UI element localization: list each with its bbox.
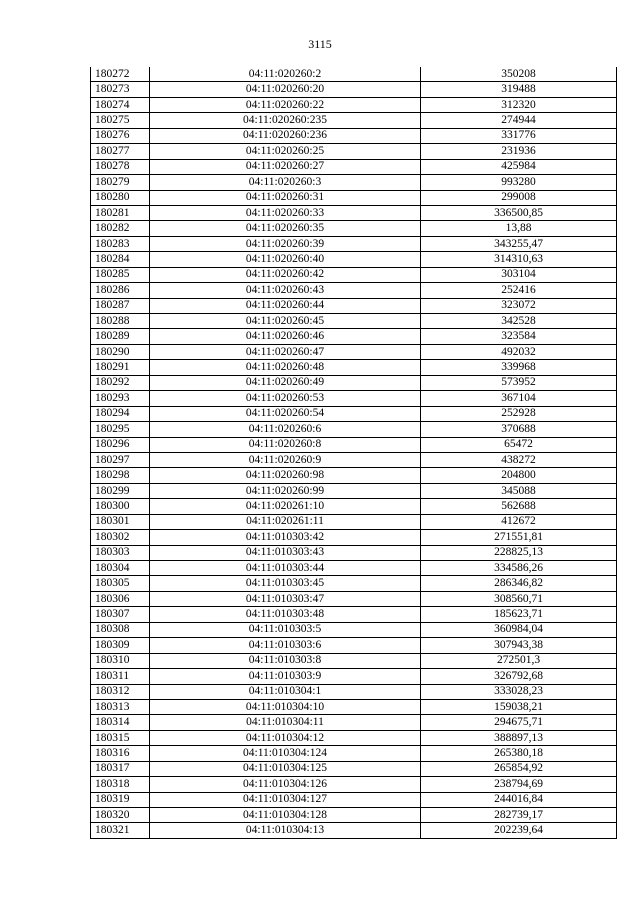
value-cell: 265380,18: [421, 746, 617, 761]
row-number-cell: 180276: [91, 128, 150, 143]
table-row: [91, 82, 617, 97]
value-cell: 326792,68: [421, 669, 617, 684]
cadastral-number-cell: 04:11:020260:22: [150, 97, 421, 112]
cadastral-number-cell: 04:11:020260:42: [150, 267, 421, 282]
table-row: [91, 236, 617, 251]
table-row: [91, 823, 617, 838]
row-number-cell: 180288: [91, 314, 150, 329]
value-cell: 388897,13: [421, 730, 617, 745]
cadastral-number-cell: 04:11:020260:47: [150, 344, 421, 359]
value-cell: 339968: [421, 360, 617, 375]
cadastral-number-cell: 04:11:020260:44: [150, 298, 421, 313]
cadastral-number-cell: 04:11:020260:236: [150, 128, 421, 143]
row-number-cell: 180306: [91, 591, 150, 606]
cadastral-number-cell: 04:11:020260:20: [150, 82, 421, 97]
row-number-cell: 180321: [91, 823, 150, 838]
cadastral-number-cell: 04:11:010304:1: [150, 684, 421, 699]
table-row: [91, 375, 617, 390]
value-cell: 238794,69: [421, 777, 617, 792]
cadastral-number-cell: 04:11:020260:54: [150, 406, 421, 421]
cadastral-number-cell: 04:11:020261:10: [150, 499, 421, 514]
table-row: [91, 252, 617, 267]
table-row: [91, 205, 617, 220]
row-number-cell: 180294: [91, 406, 150, 421]
table-row: [91, 530, 617, 545]
page-number: 3115: [308, 37, 332, 51]
value-cell: 231936: [421, 144, 617, 159]
cadastral-number-cell: 04:11:010304:125: [150, 761, 421, 776]
value-cell: 312320: [421, 97, 617, 112]
table-row: [91, 298, 617, 313]
table-row: [91, 699, 617, 714]
cadastral-number-cell: 04:11:010303:47: [150, 591, 421, 606]
table-row: [91, 746, 617, 761]
row-number-cell: 180314: [91, 715, 150, 730]
value-cell: 412672: [421, 514, 617, 529]
cadastral-number-cell: 04:11:020260:8: [150, 437, 421, 452]
cadastral-number-cell: 04:11:010303:6: [150, 638, 421, 653]
value-cell: 360984,04: [421, 622, 617, 637]
value-cell: 308560,71: [421, 591, 617, 606]
cadastral-number-cell: 04:11:010304:13: [150, 823, 421, 838]
row-number-cell: 180293: [91, 391, 150, 406]
row-number-cell: 180303: [91, 545, 150, 560]
value-cell: 265854,92: [421, 761, 617, 776]
table-row: [91, 545, 617, 560]
value-cell: 271551,81: [421, 530, 617, 545]
row-number-cell: 180282: [91, 221, 150, 236]
row-number-cell: 180304: [91, 561, 150, 576]
table-row: [91, 267, 617, 282]
row-number-cell: 180311: [91, 669, 150, 684]
cadastral-number-cell: 04:11:020260:99: [150, 483, 421, 498]
value-cell: 323072: [421, 298, 617, 313]
table-row: [91, 591, 617, 606]
value-cell: 272501,3: [421, 653, 617, 668]
table-row: [91, 314, 617, 329]
value-cell: 307943,38: [421, 638, 617, 653]
cadastral-number-cell: 04:11:010304:12: [150, 730, 421, 745]
row-number-cell: 180305: [91, 576, 150, 591]
row-number-cell: 180320: [91, 808, 150, 823]
value-cell: 425984: [421, 159, 617, 174]
value-cell: 573952: [421, 375, 617, 390]
row-number-cell: 180301: [91, 514, 150, 529]
value-cell: 993280: [421, 175, 617, 190]
row-number-cell: 180289: [91, 329, 150, 344]
value-cell: 314310,63: [421, 252, 617, 267]
row-number-cell: 180310: [91, 653, 150, 668]
cadastral-number-cell: 04:11:020260:53: [150, 391, 421, 406]
table-row: [91, 452, 617, 467]
row-number-cell: 180292: [91, 375, 150, 390]
cadastral-number-cell: 04:11:010303:44: [150, 561, 421, 576]
value-cell: 343255,47: [421, 236, 617, 251]
row-number-cell: 180302: [91, 530, 150, 545]
value-cell: 336500,85: [421, 205, 617, 220]
value-cell: 252928: [421, 406, 617, 421]
row-number-cell: 180318: [91, 777, 150, 792]
table-row: [91, 391, 617, 406]
row-number-cell: 180284: [91, 252, 150, 267]
cadastral-number-cell: 04:11:020260:27: [150, 159, 421, 174]
table-row: [91, 468, 617, 483]
table-row: [91, 777, 617, 792]
table-row: [91, 561, 617, 576]
row-number-cell: 180281: [91, 205, 150, 220]
row-number-cell: 180299: [91, 483, 150, 498]
cadastral-number-cell: 04:11:020260:235: [150, 113, 421, 128]
cadastral-number-cell: 04:11:010303:43: [150, 545, 421, 560]
row-number-cell: 180296: [91, 437, 150, 452]
cadastral-number-cell: 04:11:020260:25: [150, 144, 421, 159]
row-number-cell: 180283: [91, 236, 150, 251]
table-row: [91, 360, 617, 375]
row-number-cell: 180319: [91, 792, 150, 807]
table-row: [91, 792, 617, 807]
cadastral-number-cell: 04:11:010303:42: [150, 530, 421, 545]
row-number-cell: 180316: [91, 746, 150, 761]
value-cell: 342528: [421, 314, 617, 329]
table-row: [91, 175, 617, 190]
row-number-cell: 180297: [91, 452, 150, 467]
row-number-cell: 180309: [91, 638, 150, 653]
cadastral-number-cell: 04:11:020260:46: [150, 329, 421, 344]
value-cell: 294675,71: [421, 715, 617, 730]
row-number-cell: 180313: [91, 699, 150, 714]
value-cell: 228825,13: [421, 545, 617, 560]
table-row: [91, 422, 617, 437]
row-number-cell: 180279: [91, 175, 150, 190]
table-row: [91, 67, 617, 82]
table-row: [91, 437, 617, 452]
table-row: [91, 283, 617, 298]
row-number-cell: 180300: [91, 499, 150, 514]
table-row: [91, 190, 617, 205]
value-cell: 345088: [421, 483, 617, 498]
cadastral-number-cell: 04:11:020260:39: [150, 236, 421, 251]
table-row: [91, 483, 617, 498]
value-cell: 333028,23: [421, 684, 617, 699]
value-cell: 438272: [421, 452, 617, 467]
table-row: [91, 808, 617, 823]
cadastral-number-cell: 04:11:010304:126: [150, 777, 421, 792]
cadastral-number-cell: 04:11:020260:6: [150, 422, 421, 437]
value-cell: 370688: [421, 422, 617, 437]
table-row: [91, 653, 617, 668]
cadastral-number-cell: 04:11:020260:3: [150, 175, 421, 190]
row-number-cell: 180307: [91, 607, 150, 622]
value-cell: 492032: [421, 344, 617, 359]
value-cell: 350208: [421, 67, 617, 82]
value-cell: 319488: [421, 82, 617, 97]
row-number-cell: 180312: [91, 684, 150, 699]
row-number-cell: 180315: [91, 730, 150, 745]
value-cell: 13,88: [421, 221, 617, 236]
registry-table: [90, 67, 617, 839]
cadastral-number-cell: 04:11:020260:49: [150, 375, 421, 390]
cadastral-number-cell: 04:11:010303:45: [150, 576, 421, 591]
cadastral-number-cell: 04:11:010304:124: [150, 746, 421, 761]
row-number-cell: 180298: [91, 468, 150, 483]
value-cell: 159038,21: [421, 699, 617, 714]
table-row: [91, 144, 617, 159]
value-cell: 185623,71: [421, 607, 617, 622]
row-number-cell: 180290: [91, 344, 150, 359]
cadastral-number-cell: 04:11:020260:45: [150, 314, 421, 329]
value-cell: 303104: [421, 267, 617, 282]
cadastral-number-cell: 04:11:010303:9: [150, 669, 421, 684]
value-cell: 252416: [421, 283, 617, 298]
row-number-cell: 180274: [91, 97, 150, 112]
table-row: [91, 715, 617, 730]
row-number-cell: 180287: [91, 298, 150, 313]
cadastral-number-cell: 04:11:020260:33: [150, 205, 421, 220]
table-row: [91, 221, 617, 236]
table-row: [91, 113, 617, 128]
cadastral-number-cell: 04:11:020260:40: [150, 252, 421, 267]
table-row: [91, 607, 617, 622]
cadastral-number-cell: 04:11:020260:31: [150, 190, 421, 205]
row-number-cell: 180285: [91, 267, 150, 282]
table-row: [91, 406, 617, 421]
row-number-cell: 180277: [91, 144, 150, 159]
cadastral-number-cell: 04:11:020260:35: [150, 221, 421, 236]
cadastral-number-cell: 04:11:010304:127: [150, 792, 421, 807]
row-number-cell: 180317: [91, 761, 150, 776]
cadastral-number-cell: 04:11:020261:11: [150, 514, 421, 529]
cadastral-number-cell: 04:11:020260:2: [150, 67, 421, 82]
value-cell: 367104: [421, 391, 617, 406]
cadastral-number-cell: 04:11:020260:48: [150, 360, 421, 375]
registry-table-body: [91, 67, 617, 838]
value-cell: 334586,26: [421, 561, 617, 576]
cadastral-number-cell: 04:11:020260:43: [150, 283, 421, 298]
value-cell: 331776: [421, 128, 617, 143]
table-row: [91, 576, 617, 591]
value-cell: 299008: [421, 190, 617, 205]
row-number-cell: 180286: [91, 283, 150, 298]
cadastral-number-cell: 04:11:010303:48: [150, 607, 421, 622]
table-row: [91, 622, 617, 637]
table-row: [91, 128, 617, 143]
table-row: [91, 514, 617, 529]
value-cell: 244016,84: [421, 792, 617, 807]
cadastral-number-cell: 04:11:010304:11: [150, 715, 421, 730]
row-number-cell: 180275: [91, 113, 150, 128]
value-cell: 286346,82: [421, 576, 617, 591]
table-row: [91, 499, 617, 514]
row-number-cell: 180308: [91, 622, 150, 637]
cadastral-number-cell: 04:11:010304:128: [150, 808, 421, 823]
table-row: [91, 97, 617, 112]
row-number-cell: 180295: [91, 422, 150, 437]
value-cell: 282739,17: [421, 808, 617, 823]
table-row: [91, 329, 617, 344]
value-cell: 65472: [421, 437, 617, 452]
table-row: [91, 638, 617, 653]
cadastral-number-cell: 04:11:010304:10: [150, 699, 421, 714]
table-row: [91, 761, 617, 776]
row-number-cell: 180273: [91, 82, 150, 97]
cadastral-number-cell: 04:11:010303:5: [150, 622, 421, 637]
row-number-cell: 180291: [91, 360, 150, 375]
value-cell: 274944: [421, 113, 617, 128]
table-row: [91, 159, 617, 174]
table-row: [91, 344, 617, 359]
table-row: [91, 730, 617, 745]
table-row: [91, 684, 617, 699]
cadastral-number-cell: 04:11:010303:8: [150, 653, 421, 668]
value-cell: 562688: [421, 499, 617, 514]
row-number-cell: 180272: [91, 67, 150, 82]
value-cell: 204800: [421, 468, 617, 483]
cadastral-number-cell: 04:11:020260:9: [150, 452, 421, 467]
table-row: [91, 669, 617, 684]
row-number-cell: 180280: [91, 190, 150, 205]
value-cell: 202239,64: [421, 823, 617, 838]
cadastral-number-cell: 04:11:020260:98: [150, 468, 421, 483]
row-number-cell: 180278: [91, 159, 150, 174]
value-cell: 323584: [421, 329, 617, 344]
